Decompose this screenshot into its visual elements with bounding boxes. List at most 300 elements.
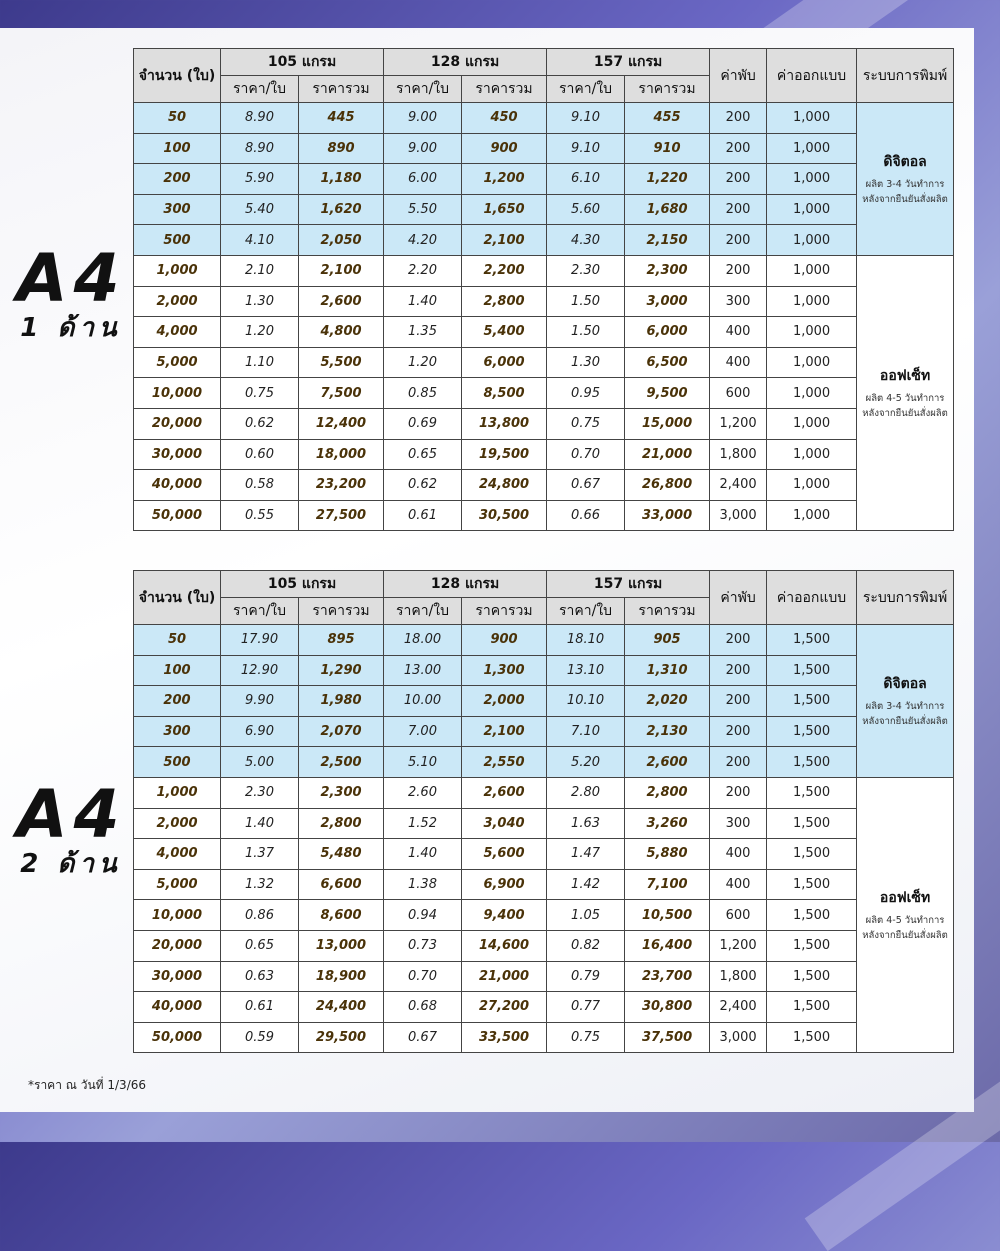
- total-price-cell: 3,260: [625, 808, 710, 839]
- total-price-cell: 905: [625, 625, 710, 656]
- quantity-cell: 5,000: [134, 347, 221, 378]
- unit-price-cell: 0.75: [547, 1022, 625, 1053]
- folding-fee-cell: 200: [710, 194, 767, 225]
- table-row: [134, 500, 954, 531]
- unit-price-cell: 4.20: [384, 225, 462, 256]
- quantity-cell: 500: [134, 747, 221, 778]
- unit-price-cell: 5.40: [221, 194, 299, 225]
- total-price-cell: 18,000: [299, 439, 384, 470]
- design-fee-cell: 1,000: [767, 133, 857, 164]
- qty-header: จำนวน (ใบ): [134, 571, 221, 625]
- total-price-cell: 5,400: [462, 317, 547, 348]
- table-row: [134, 408, 954, 439]
- unit-price-cell: 4.30: [547, 225, 625, 256]
- unit-price-cell: 0.61: [221, 992, 299, 1023]
- unit-price-cell: 0.70: [547, 439, 625, 470]
- table-row: [134, 747, 954, 778]
- unit-price-cell: 2.20: [384, 255, 462, 286]
- folding-fee-cell: 1,800: [710, 439, 767, 470]
- total-price-cell: 8,500: [462, 378, 547, 409]
- table-row: [134, 103, 954, 134]
- quantity-cell: 1,000: [134, 255, 221, 286]
- unit-price-cell: 0.59: [221, 1022, 299, 1053]
- grammage-header: 157 แกรม: [547, 49, 710, 76]
- unit-price-cell: 0.67: [547, 470, 625, 501]
- quantity-cell: 20,000: [134, 930, 221, 961]
- production-time-note: ผลิต 4-5 วันทำการ: [865, 393, 945, 405]
- design-fee-cell: 1,000: [767, 286, 857, 317]
- production-time-note: ผลิต 4-5 วันทำการ: [865, 915, 945, 927]
- total-price-cell: 37,500: [625, 1022, 710, 1053]
- design-fee-cell: 1,000: [767, 194, 857, 225]
- total-price-cell: 2,100: [462, 225, 547, 256]
- design-fee-cell: 1,500: [767, 808, 857, 839]
- production-start-note: หลังจากยืนยันสั่งผลิต: [862, 930, 948, 942]
- quantity-cell: 300: [134, 716, 221, 747]
- total-price-cell: 24,400: [299, 992, 384, 1023]
- total-price-cell: 33,500: [462, 1022, 547, 1053]
- design-fee-cell: 1,500: [767, 747, 857, 778]
- production-time-note: ผลิต 3-4 วันทำการ: [865, 700, 945, 712]
- total-price-cell: 2,300: [299, 777, 384, 808]
- unit-price-cell: 8.90: [221, 103, 299, 134]
- sides-label: 1 ด้าน: [20, 313, 122, 343]
- folding-fee-cell: 600: [710, 378, 767, 409]
- production-time-note: ผลิต 3-4 วันทำการ: [865, 178, 945, 190]
- design-fee-cell: 1,000: [767, 347, 857, 378]
- unit-price-cell: 13.00: [384, 655, 462, 686]
- total-price-cell: 10,500: [625, 900, 710, 931]
- folding-fee-cell: 1,200: [710, 930, 767, 961]
- total-price-cell: 6,900: [462, 869, 547, 900]
- total-price-header: ราคารวม: [299, 76, 384, 103]
- price-table-one-side: [133, 48, 954, 531]
- system-name: ดิจิตอล: [883, 153, 927, 170]
- table-row: [134, 930, 954, 961]
- quantity-cell: 4,000: [134, 839, 221, 870]
- total-price-cell: 6,000: [462, 347, 547, 378]
- total-price-cell: 3,040: [462, 808, 547, 839]
- unit-price-cell: 1.05: [547, 900, 625, 931]
- total-price-header: ราคารวม: [462, 76, 547, 103]
- price-date-note: *ราคา ณ วันที่ 1/3/66: [28, 1078, 147, 1092]
- unit-price-header: ราคา/ใบ: [547, 76, 625, 103]
- folding-fee-cell: 1,800: [710, 961, 767, 992]
- system-name: ออฟเซ็ท: [879, 890, 931, 907]
- total-price-cell: 2,300: [625, 255, 710, 286]
- unit-price-header: ราคา/ใบ: [547, 598, 625, 625]
- unit-price-cell: 2.10: [221, 255, 299, 286]
- unit-price-cell: 1.50: [547, 286, 625, 317]
- total-price-cell: 16,400: [625, 930, 710, 961]
- offset-system-cell: [857, 777, 954, 1052]
- unit-price-cell: 0.58: [221, 470, 299, 501]
- unit-price-cell: 7.00: [384, 716, 462, 747]
- total-price-cell: 9,400: [462, 900, 547, 931]
- quantity-cell: 4,000: [134, 317, 221, 348]
- table-row: [134, 286, 954, 317]
- unit-price-cell: 1.40: [221, 808, 299, 839]
- total-price-cell: 1,300: [462, 655, 547, 686]
- quantity-cell: 30,000: [134, 961, 221, 992]
- unit-price-cell: 6.00: [384, 164, 462, 195]
- design-fee-cell: 1,500: [767, 1022, 857, 1053]
- unit-price-cell: 0.63: [221, 961, 299, 992]
- total-price-cell: 2,600: [462, 777, 547, 808]
- unit-price-cell: 9.10: [547, 103, 625, 134]
- quantity-cell: 300: [134, 194, 221, 225]
- total-price-cell: 19,500: [462, 439, 547, 470]
- folding-fee-cell: 600: [710, 900, 767, 931]
- folding-fee-cell: 200: [710, 747, 767, 778]
- unit-price-cell: 0.60: [221, 439, 299, 470]
- table-row: [134, 255, 954, 286]
- unit-price-cell: 0.65: [384, 439, 462, 470]
- total-price-cell: 6,500: [625, 347, 710, 378]
- total-price-header: ราคารวม: [625, 598, 710, 625]
- fold-header: ค่าพับ: [710, 49, 767, 103]
- unit-price-cell: 0.62: [384, 470, 462, 501]
- unit-price-cell: 9.00: [384, 103, 462, 134]
- total-price-cell: 1,310: [625, 655, 710, 686]
- table-row: [134, 378, 954, 409]
- unit-price-cell: 0.55: [221, 500, 299, 531]
- unit-price-cell: 1.47: [547, 839, 625, 870]
- total-price-cell: 8,600: [299, 900, 384, 931]
- total-price-cell: 1,200: [462, 164, 547, 195]
- folding-fee-cell: 200: [710, 164, 767, 195]
- folding-fee-cell: 200: [710, 655, 767, 686]
- quantity-cell: 100: [134, 133, 221, 164]
- total-price-cell: 26,800: [625, 470, 710, 501]
- design-fee-cell: 1,000: [767, 500, 857, 531]
- quantity-cell: 50: [134, 625, 221, 656]
- unit-price-cell: 1.30: [547, 347, 625, 378]
- unit-price-cell: 10.10: [547, 686, 625, 717]
- table-row: [134, 655, 954, 686]
- table-row: [134, 347, 954, 378]
- total-price-cell: 5,600: [462, 839, 547, 870]
- production-start-note: หลังจากยืนยันสั่งผลิต: [862, 193, 948, 205]
- total-price-cell: 2,050: [299, 225, 384, 256]
- design-header: ค่าออกแบบ: [767, 49, 857, 103]
- total-price-cell: 7,500: [299, 378, 384, 409]
- total-price-cell: 2,600: [299, 286, 384, 317]
- total-price-cell: 890: [299, 133, 384, 164]
- unit-price-cell: 0.75: [221, 378, 299, 409]
- unit-price-cell: 0.62: [221, 408, 299, 439]
- size-name: A4: [16, 240, 126, 317]
- grammage-header: 128 แกรม: [384, 571, 547, 598]
- unit-price-cell: 18.00: [384, 625, 462, 656]
- quantity-cell: 40,000: [134, 992, 221, 1023]
- header-row: [134, 49, 954, 76]
- unit-price-cell: 13.10: [547, 655, 625, 686]
- quantity-cell: 2,000: [134, 286, 221, 317]
- table-row: [134, 869, 954, 900]
- total-price-cell: 7,100: [625, 869, 710, 900]
- total-price-cell: 2,800: [625, 777, 710, 808]
- unit-price-cell: 0.65: [221, 930, 299, 961]
- table-row: [134, 1022, 954, 1053]
- total-price-cell: 2,130: [625, 716, 710, 747]
- quantity-cell: 20,000: [134, 408, 221, 439]
- total-price-cell: 2,800: [299, 808, 384, 839]
- table-row: [134, 961, 954, 992]
- unit-price-cell: 9.00: [384, 133, 462, 164]
- folding-fee-cell: 3,000: [710, 1022, 767, 1053]
- design-fee-cell: 1,500: [767, 839, 857, 870]
- total-price-cell: 1,620: [299, 194, 384, 225]
- design-fee-cell: 1,000: [767, 317, 857, 348]
- design-fee-cell: 1,500: [767, 777, 857, 808]
- quantity-cell: 5,000: [134, 869, 221, 900]
- unit-price-cell: 1.30: [221, 286, 299, 317]
- total-price-cell: 2,200: [462, 255, 547, 286]
- unit-price-cell: 0.75: [547, 408, 625, 439]
- folding-fee-cell: 300: [710, 808, 767, 839]
- digital-system-cell: [857, 103, 954, 256]
- unit-price-cell: 0.95: [547, 378, 625, 409]
- total-price-cell: 445: [299, 103, 384, 134]
- unit-price-cell: 0.79: [547, 961, 625, 992]
- total-price-header: ราคารวม: [462, 598, 547, 625]
- folding-fee-cell: 200: [710, 255, 767, 286]
- unit-price-header: ราคา/ใบ: [221, 76, 299, 103]
- unit-price-cell: 10.00: [384, 686, 462, 717]
- folding-fee-cell: 1,200: [710, 408, 767, 439]
- sides-label: 2 ด้าน: [20, 849, 122, 879]
- table-row: [134, 625, 954, 656]
- folding-fee-cell: 200: [710, 103, 767, 134]
- total-price-cell: 33,000: [625, 500, 710, 531]
- quantity-cell: 200: [134, 686, 221, 717]
- folding-fee-cell: 400: [710, 347, 767, 378]
- design-fee-cell: 1,000: [767, 225, 857, 256]
- table-row: [134, 317, 954, 348]
- design-fee-cell: 1,500: [767, 625, 857, 656]
- unit-price-cell: 1.50: [547, 317, 625, 348]
- unit-price-cell: 18.10: [547, 625, 625, 656]
- table-row: [134, 194, 954, 225]
- design-fee-cell: 1,000: [767, 439, 857, 470]
- quantity-cell: 10,000: [134, 378, 221, 409]
- grammage-header: 105 แกรม: [221, 571, 384, 598]
- folding-fee-cell: 3,000: [710, 500, 767, 531]
- unit-price-cell: 2.30: [547, 255, 625, 286]
- unit-price-cell: 0.70: [384, 961, 462, 992]
- total-price-cell: 2,600: [625, 747, 710, 778]
- quantity-cell: 10,000: [134, 900, 221, 931]
- total-price-cell: 4,800: [299, 317, 384, 348]
- total-price-cell: 9,500: [625, 378, 710, 409]
- unit-price-cell: 1.63: [547, 808, 625, 839]
- total-price-cell: 2,800: [462, 286, 547, 317]
- design-fee-cell: 1,500: [767, 992, 857, 1023]
- design-fee-cell: 1,000: [767, 255, 857, 286]
- folding-fee-cell: 200: [710, 686, 767, 717]
- quantity-cell: 100: [134, 655, 221, 686]
- total-price-cell: 2,070: [299, 716, 384, 747]
- total-price-cell: 1,290: [299, 655, 384, 686]
- total-price-cell: 2,550: [462, 747, 547, 778]
- total-price-cell: 1,180: [299, 164, 384, 195]
- unit-price-cell: 1.10: [221, 347, 299, 378]
- unit-price-cell: 7.10: [547, 716, 625, 747]
- unit-price-cell: 17.90: [221, 625, 299, 656]
- table-row: [134, 992, 954, 1023]
- unit-price-cell: 1.42: [547, 869, 625, 900]
- total-price-cell: 13,800: [462, 408, 547, 439]
- total-price-cell: 14,600: [462, 930, 547, 961]
- unit-price-cell: 0.73: [384, 930, 462, 961]
- total-price-cell: 27,200: [462, 992, 547, 1023]
- total-price-cell: 15,000: [625, 408, 710, 439]
- folding-fee-cell: 400: [710, 317, 767, 348]
- folding-fee-cell: 300: [710, 286, 767, 317]
- total-price-cell: 910: [625, 133, 710, 164]
- unit-price-cell: 2.80: [547, 777, 625, 808]
- design-fee-cell: 1,500: [767, 716, 857, 747]
- unit-price-cell: 6.90: [221, 716, 299, 747]
- total-price-cell: 450: [462, 103, 547, 134]
- total-price-cell: 2,150: [625, 225, 710, 256]
- unit-price-cell: 0.69: [384, 408, 462, 439]
- unit-price-cell: 5.60: [547, 194, 625, 225]
- design-fee-cell: 1,500: [767, 869, 857, 900]
- unit-price-cell: 1.32: [221, 869, 299, 900]
- grammage-header: 128 แกรม: [384, 49, 547, 76]
- table-row: [134, 716, 954, 747]
- total-price-cell: 2,000: [462, 686, 547, 717]
- folding-fee-cell: 200: [710, 716, 767, 747]
- table-row: [134, 839, 954, 870]
- folding-fee-cell: 400: [710, 839, 767, 870]
- design-fee-cell: 1,000: [767, 408, 857, 439]
- total-price-cell: 455: [625, 103, 710, 134]
- unit-price-cell: 1.40: [384, 839, 462, 870]
- table-row: [134, 777, 954, 808]
- unit-price-cell: 0.61: [384, 500, 462, 531]
- unit-price-cell: 5.10: [384, 747, 462, 778]
- price-table-two-sides: [133, 570, 954, 1053]
- quantity-cell: 40,000: [134, 470, 221, 501]
- table-row: [134, 225, 954, 256]
- total-price-cell: 13,000: [299, 930, 384, 961]
- unit-price-cell: 1.52: [384, 808, 462, 839]
- unit-price-header: ราคา/ใบ: [384, 598, 462, 625]
- folding-fee-cell: 200: [710, 225, 767, 256]
- unit-price-cell: 0.82: [547, 930, 625, 961]
- total-price-cell: 23,200: [299, 470, 384, 501]
- total-price-cell: 6,600: [299, 869, 384, 900]
- unit-price-cell: 0.68: [384, 992, 462, 1023]
- total-price-cell: 2,020: [625, 686, 710, 717]
- unit-price-cell: 0.66: [547, 500, 625, 531]
- total-price-header: ราคารวม: [625, 76, 710, 103]
- unit-price-cell: 1.37: [221, 839, 299, 870]
- folding-fee-cell: 200: [710, 625, 767, 656]
- system-name: ดิจิตอล: [883, 675, 927, 692]
- unit-price-cell: 0.86: [221, 900, 299, 931]
- production-start-note: หลังจากยืนยันสั่งผลิต: [862, 408, 948, 420]
- total-price-cell: 2,100: [299, 255, 384, 286]
- total-price-cell: 18,900: [299, 961, 384, 992]
- total-price-cell: 900: [462, 133, 547, 164]
- design-fee-cell: 1,500: [767, 686, 857, 717]
- unit-price-cell: 6.10: [547, 164, 625, 195]
- header-row: [134, 571, 954, 598]
- unit-price-header: ราคา/ใบ: [221, 598, 299, 625]
- table-body: [134, 625, 954, 1053]
- system-name: ออฟเซ็ท: [879, 368, 931, 385]
- unit-price-cell: 1.20: [221, 317, 299, 348]
- unit-price-cell: 5.50: [384, 194, 462, 225]
- folding-fee-cell: 2,400: [710, 992, 767, 1023]
- folding-fee-cell: 400: [710, 869, 767, 900]
- unit-price-cell: 0.85: [384, 378, 462, 409]
- total-price-cell: 5,500: [299, 347, 384, 378]
- total-price-cell: 30,500: [462, 500, 547, 531]
- quantity-cell: 50: [134, 103, 221, 134]
- unit-price-cell: 1.20: [384, 347, 462, 378]
- total-price-cell: 12,400: [299, 408, 384, 439]
- table-row: [134, 133, 954, 164]
- unit-price-cell: 5.90: [221, 164, 299, 195]
- table-row: [134, 164, 954, 195]
- quantity-cell: 500: [134, 225, 221, 256]
- total-price-cell: 1,980: [299, 686, 384, 717]
- size-name: A4: [16, 776, 126, 853]
- production-start-note: หลังจากยืนยันสั่งผลิต: [862, 715, 948, 727]
- unit-price-cell: 2.60: [384, 777, 462, 808]
- design-fee-cell: 1,000: [767, 103, 857, 134]
- total-price-cell: 5,480: [299, 839, 384, 870]
- quantity-cell: 50,000: [134, 500, 221, 531]
- digital-system-cell: [857, 625, 954, 778]
- total-price-cell: 1,220: [625, 164, 710, 195]
- total-price-cell: 1,680: [625, 194, 710, 225]
- unit-price-cell: 5.20: [547, 747, 625, 778]
- unit-price-cell: 1.40: [384, 286, 462, 317]
- design-fee-cell: 1,000: [767, 164, 857, 195]
- unit-price-cell: 5.00: [221, 747, 299, 778]
- total-price-cell: 30,800: [625, 992, 710, 1023]
- total-price-header: ราคารวม: [299, 598, 384, 625]
- total-price-cell: 6,000: [625, 317, 710, 348]
- unit-price-cell: 4.10: [221, 225, 299, 256]
- table-row: [134, 470, 954, 501]
- unit-price-cell: 2.30: [221, 777, 299, 808]
- offset-system-cell: [857, 255, 954, 530]
- system-header: ระบบการพิมพ์: [857, 49, 954, 103]
- total-price-cell: 900: [462, 625, 547, 656]
- unit-price-cell: 0.77: [547, 992, 625, 1023]
- quantity-cell: 200: [134, 164, 221, 195]
- unit-price-cell: 8.90: [221, 133, 299, 164]
- total-price-cell: 895: [299, 625, 384, 656]
- unit-price-cell: 1.38: [384, 869, 462, 900]
- total-price-cell: 29,500: [299, 1022, 384, 1053]
- table-header: [134, 49, 954, 103]
- unit-price-cell: 0.67: [384, 1022, 462, 1053]
- unit-price-cell: 9.90: [221, 686, 299, 717]
- design-fee-cell: 1,500: [767, 900, 857, 931]
- table-row: [134, 439, 954, 470]
- quantity-cell: 30,000: [134, 439, 221, 470]
- table-row: [134, 808, 954, 839]
- total-price-cell: 5,880: [625, 839, 710, 870]
